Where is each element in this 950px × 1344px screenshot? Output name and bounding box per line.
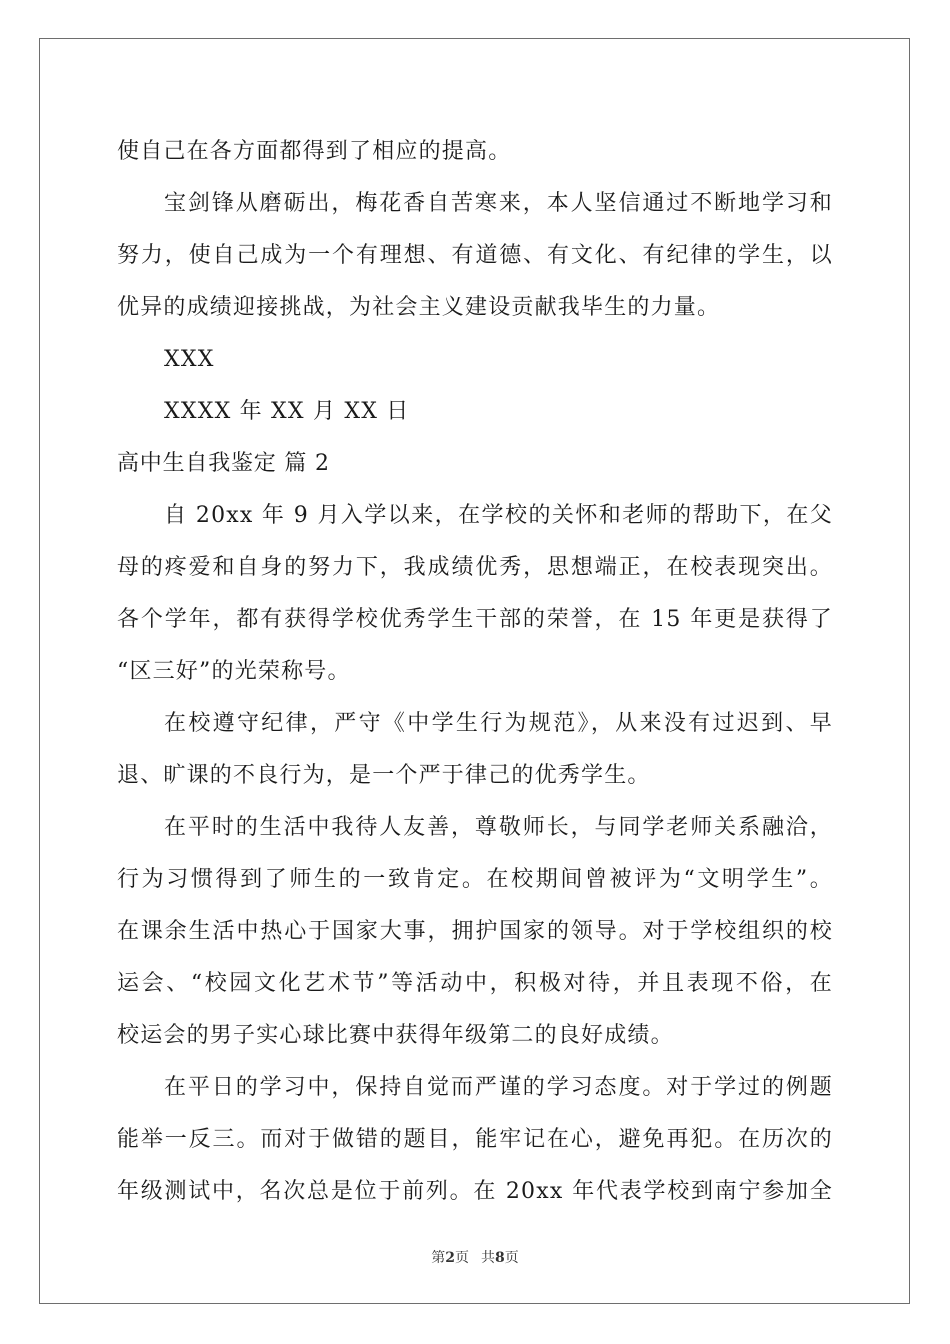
total-pages: 8 (495, 1250, 505, 1266)
text-line: 努力，使自己成为一个有理想、有道德、有文化、有纪律的学生，以 (117, 243, 833, 268)
text-line: 在平时的生活中我待人友善，尊敬师长，与同学老师关系融洽， (164, 815, 833, 840)
total-prefix: 共 (481, 1250, 495, 1266)
text-line: 在校遵守纪律，严守《中学生行为规范》，从来没有过迟到、早 (164, 711, 833, 736)
signature-name: XXX (164, 347, 215, 372)
text-line: 母的疼爱和自身的努力下，我成绩优秀，思想端正，在校表现突出。 (117, 555, 833, 580)
signature-date: XXXX 年 XX 月 XX 日 (164, 399, 410, 424)
text-line: 在平日的学习中，保持自觉而严谨的学习态度。对于学过的例题 (164, 1075, 833, 1100)
text-line: 校运会的男子实心球比赛中获得年级第二的良好成绩。 (117, 1023, 674, 1048)
text-line: 能举一反三。而对于做错的题目，能牢记在心，避免再犯。在历次的 (117, 1127, 833, 1152)
page-footer (0, 1247, 950, 1267)
page-prefix: 第 (431, 1250, 446, 1266)
text-line: 宝剑锋从磨砺出，梅花香自苦寒来，本人坚信通过不断地学习和 (164, 191, 833, 216)
text-line: 年级测试中，名次总是位于前列。在 20xx 年代表学校到南宁参加全 (117, 1179, 833, 1204)
total-suffix: 页 (504, 1250, 519, 1266)
text-line: 行为习惯得到了师生的一致肯定。在校期间曾被评为“文明学生”。 (117, 867, 833, 892)
text-line: 退、旷课的不良行为，是一个严于律己的优秀学生。 (117, 763, 651, 788)
text-line: 优异的成绩迎接挑战，为社会主义建设贡献我毕生的力量。 (117, 295, 721, 320)
page-suffix: 页 (455, 1250, 469, 1266)
text-line: 各个学年，都有获得学校优秀学生干部的荣誉，在 15 年更是获得了 (117, 607, 833, 632)
text-line: 使自己在各方面都得到了相应的提高。 (117, 139, 512, 164)
text-line: 在课余生活中热心于国家大事，拥护国家的领导。对于学校组织的校 (117, 919, 833, 944)
section-heading: 高中生自我鉴定 篇 2 (117, 451, 330, 476)
text-line: “区三好”的光荣称号。 (117, 659, 351, 684)
page-number: 2 (445, 1250, 455, 1266)
text-line: 自 20xx 年 9 月入学以来，在学校的关怀和老师的帮助下，在父 (164, 503, 833, 528)
text-line: 运会、“校园文化艺术节”等活动中，积极对待，并且表现不俗，在 (117, 971, 833, 996)
document-body (117, 126, 833, 1218)
